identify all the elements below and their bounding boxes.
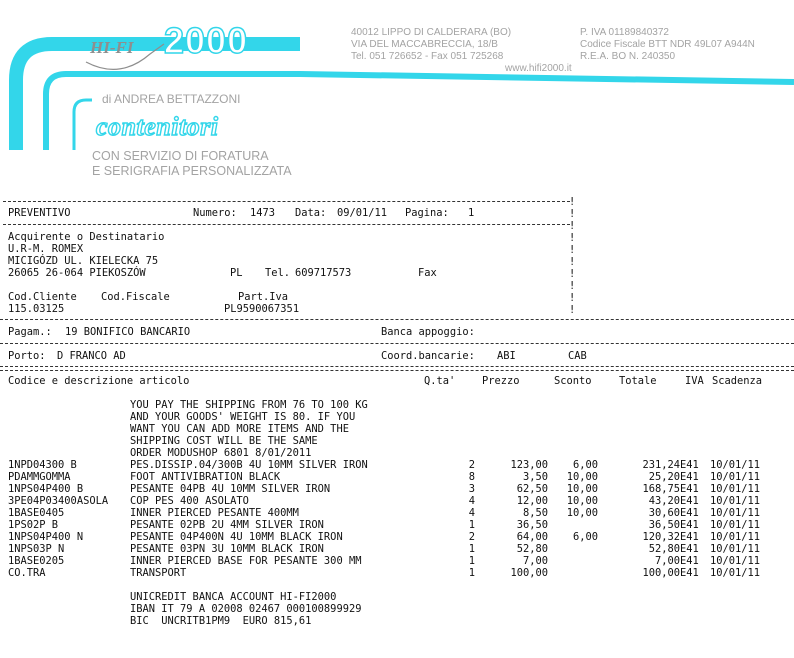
customer-name: U.R-M. ROMEX bbox=[8, 243, 84, 255]
cell-totale: 43,20 bbox=[648, 495, 680, 507]
header-sconto: Sconto bbox=[554, 375, 592, 387]
cell-desc: PESANTE 03PN 3U 10MM BLACK IRON bbox=[130, 543, 324, 555]
cell-totale: 7,00 bbox=[654, 555, 680, 567]
table-row bbox=[0, 555, 794, 567]
customer-country: PL bbox=[230, 267, 243, 279]
partiva-value: PL9590067351 bbox=[224, 303, 300, 315]
cell-desc: PESANTE 02PB 2U 4MM SILVER IRON bbox=[130, 519, 324, 531]
cell-qta: 8 bbox=[468, 471, 475, 483]
header-totale: Totale bbox=[619, 375, 657, 387]
cell-code: PDAMMGOMMA bbox=[8, 471, 71, 483]
header-iva: IVA bbox=[685, 375, 704, 387]
cell-scad: 10/01/11 bbox=[710, 543, 761, 555]
cell-iva: E41 bbox=[680, 495, 699, 507]
customer-city: 26065 26-064 PIEKOSZÓW bbox=[8, 267, 146, 279]
company-fiscal bbox=[580, 27, 755, 63]
table-row bbox=[0, 519, 794, 531]
cell-qta: 1 bbox=[468, 567, 475, 579]
logo-contenitori: contenitori bbox=[96, 112, 219, 141]
piva-line: P. IVA 01189840372 bbox=[580, 27, 669, 38]
cell-scad: 10/01/11 bbox=[710, 507, 761, 519]
data-value: 09/01/11 bbox=[337, 207, 388, 219]
cell-prezzo: 62,50 bbox=[516, 483, 548, 495]
cell-prezzo: 100,00 bbox=[510, 567, 548, 579]
header-prezzo: Prezzo bbox=[482, 375, 520, 387]
bank-line: IBAN IT 79 A 02008 02467 000100899929 bbox=[130, 603, 362, 615]
service-line-2: E SERIGRAFIA PERSONALIZZATA bbox=[92, 164, 292, 178]
cell-scad: 10/01/11 bbox=[710, 483, 761, 495]
cell-scad: 10/01/11 bbox=[710, 531, 761, 543]
cell-prezzo: 3,50 bbox=[522, 471, 548, 483]
services-block bbox=[92, 149, 292, 179]
porto-label: Porto: bbox=[8, 350, 46, 362]
bank-line: UNICREDIT BANCA ACCOUNT HI-FI2000 bbox=[130, 591, 337, 603]
cell-desc: FOOT ANTIVIBRATION BLACK bbox=[130, 471, 281, 483]
cell-sconto: 6,00 bbox=[572, 459, 598, 471]
cell-desc: COP PES 400 ASOLATO bbox=[130, 495, 249, 507]
tel-label: Tel. bbox=[265, 267, 291, 279]
cab-label: CAB bbox=[568, 350, 587, 362]
cell-desc: TRANSPORT bbox=[130, 567, 187, 579]
table-row bbox=[0, 531, 794, 543]
cell-iva: E41 bbox=[680, 531, 699, 543]
service-line-1: CON SERVIZIO DI FORATURA bbox=[92, 149, 269, 163]
banca-label: Banca appoggio: bbox=[381, 326, 475, 338]
cell-qta: 2 bbox=[468, 531, 475, 543]
customer-street: MICIGÓZD UL. KIELECKA 75 bbox=[8, 255, 159, 267]
cell-sconto: 10,00 bbox=[566, 471, 598, 483]
cell-code: CO.TRA bbox=[8, 567, 46, 579]
cell-prezzo: 8,50 bbox=[522, 507, 548, 519]
company-address bbox=[351, 27, 511, 63]
cell-scad: 10/01/11 bbox=[710, 555, 761, 567]
pagam-label: Pagam.: bbox=[8, 326, 52, 338]
tel-value: 609717573 bbox=[295, 267, 352, 279]
cell-scad: 10/01/11 bbox=[710, 519, 761, 531]
cell-prezzo: 7,00 bbox=[522, 555, 548, 567]
cf-line: Codice Fiscale BTT NDR 49L07 A944N bbox=[580, 39, 755, 50]
divider bbox=[3, 224, 570, 225]
cell-code: 3PE04P03400ASOLA bbox=[8, 495, 109, 507]
cell-qta: 1 bbox=[468, 555, 475, 567]
table-row bbox=[0, 567, 794, 579]
note-line: YOU PAY THE SHIPPING FROM 76 TO 100 KG bbox=[130, 399, 368, 411]
cell-code: 1NPS04P400 N bbox=[8, 531, 84, 543]
pagina-value: 1 bbox=[468, 207, 475, 219]
cell-desc: PES.DISSIP.04/300B 4U 10MM SILVER IRON bbox=[130, 459, 368, 471]
address-line-2: VIA DEL MACCABRECCIA, 18/B bbox=[351, 39, 498, 50]
cell-iva: E41 bbox=[680, 507, 699, 519]
cell-desc: INNER PIERCED PESANTE 400MM bbox=[130, 507, 299, 519]
cell-qta: 4 bbox=[468, 495, 475, 507]
logo-hifi: HI-FI bbox=[90, 38, 134, 57]
divider bbox=[3, 201, 570, 202]
note-line: ORDER MODUSHOP 6801 8/01/2011 bbox=[130, 447, 312, 459]
note-line: SHIPPING COST WILL BE THE SAME bbox=[130, 435, 318, 447]
data-label: Data: bbox=[295, 207, 327, 219]
cell-code: 1NPD04300 B bbox=[8, 459, 77, 471]
website: www.hifi2000.it bbox=[505, 63, 572, 74]
porto-value: D FRANCO AD bbox=[57, 350, 126, 362]
cell-iva: E41 bbox=[680, 519, 699, 531]
table-row bbox=[0, 483, 794, 495]
cell-prezzo: 64,00 bbox=[516, 531, 548, 543]
cell-iva: E41 bbox=[680, 543, 699, 555]
header-codice: Codice e descrizione articolo bbox=[8, 375, 190, 387]
cell-qta: 4 bbox=[468, 507, 475, 519]
cell-totale: 30,60 bbox=[648, 507, 680, 519]
cell-prezzo: 12,00 bbox=[516, 495, 548, 507]
cell-code: 1BASE0405 bbox=[8, 507, 65, 519]
cell-sconto: 10,00 bbox=[566, 483, 598, 495]
cell-iva: E41 bbox=[680, 459, 699, 471]
note-line: AND YOUR GOODS' WEIGHT IS 80. IF YOU bbox=[130, 411, 356, 423]
note-line: WANT YOU CAN ADD MORE ITEMS AND THE bbox=[130, 423, 349, 435]
cell-prezzo: 52,80 bbox=[516, 543, 548, 555]
cell-totale: 36,50 bbox=[648, 519, 680, 531]
rea-line: R.E.A. BO N. 240350 bbox=[580, 51, 676, 62]
table-row bbox=[0, 543, 794, 555]
codfiscale-label: Cod.Fiscale bbox=[101, 291, 170, 303]
cell-code: 1NPS04P400 B bbox=[8, 483, 84, 495]
cell-prezzo: 36,50 bbox=[516, 519, 548, 531]
cell-totale: 100,00 bbox=[642, 567, 680, 579]
cell-totale: 120,32 bbox=[642, 531, 680, 543]
header-scadenza: Scadenza bbox=[712, 375, 763, 387]
double-divider bbox=[0, 366, 794, 371]
address-line-1: 40012 LIPPO DI CALDERARA (BO) bbox=[351, 27, 512, 38]
cell-iva: E41 bbox=[680, 483, 699, 495]
order-note bbox=[130, 399, 368, 459]
cell-scad: 10/01/11 bbox=[710, 495, 761, 507]
cell-scad: 10/01/11 bbox=[710, 567, 761, 579]
cell-totale: 168,75 bbox=[642, 483, 680, 495]
cell-totale: 231,24 bbox=[642, 459, 680, 471]
phone-line: Tel. 051 726652 - Fax 051 725268 bbox=[351, 51, 504, 62]
cell-scad: 10/01/11 bbox=[710, 459, 761, 471]
codcliente-value: 115.03125 bbox=[8, 303, 65, 315]
cell-qta: 2 bbox=[468, 459, 475, 471]
cell-desc: PESANTE 04PB 4U 10MM SILVER IRON bbox=[130, 483, 331, 495]
doc-type: PREVENTIVO bbox=[8, 207, 71, 219]
cell-desc: PESANTE 04P400N 4U 10MM BLACK IRON bbox=[130, 531, 343, 543]
abi-label: ABI bbox=[497, 350, 516, 362]
cell-code: 1BASE0205 bbox=[8, 555, 65, 567]
bank-note bbox=[130, 591, 361, 627]
table-row bbox=[0, 495, 794, 507]
cell-scad: 10/01/11 bbox=[710, 471, 761, 483]
cell-sconto: 10,00 bbox=[566, 495, 598, 507]
box-right-border: ! ! ! ! ! ! ! ! ! ! bbox=[569, 196, 576, 316]
logo-2000: 2000 bbox=[164, 20, 249, 61]
cell-qta: 3 bbox=[468, 483, 475, 495]
table-row bbox=[0, 459, 794, 471]
divider bbox=[0, 343, 794, 344]
cell-qta: 1 bbox=[468, 519, 475, 531]
bank-line: BIC UNCRITB1PM9 EURO 815,61 bbox=[130, 615, 312, 627]
customer-heading: Acquirente o Destinatario bbox=[8, 231, 165, 243]
owner-name: di ANDREA BETTAZZONI bbox=[102, 92, 241, 106]
table-row bbox=[0, 507, 794, 519]
cell-sconto: 10,00 bbox=[566, 507, 598, 519]
cell-iva: E41 bbox=[680, 471, 699, 483]
cell-iva: E41 bbox=[680, 567, 699, 579]
coord-label: Coord.bancarie: bbox=[381, 350, 475, 362]
numero-label: Numero: bbox=[193, 207, 237, 219]
cell-code: 1NPS03P N bbox=[8, 543, 65, 555]
cell-qta: 1 bbox=[468, 543, 475, 555]
numero-value: 1473 bbox=[250, 207, 276, 219]
cell-code: 1PS02P B bbox=[8, 519, 59, 531]
header-qta: Q.ta' bbox=[424, 375, 456, 387]
cell-prezzo: 123,00 bbox=[510, 459, 548, 471]
cell-totale: 25,20 bbox=[648, 471, 680, 483]
cell-desc: INNER PIERCED BASE FOR PESANTE 300 MM bbox=[130, 555, 362, 567]
cell-sconto: 6,00 bbox=[572, 531, 598, 543]
partiva-label: Part.Iva bbox=[238, 291, 289, 303]
fax-label: Fax bbox=[418, 267, 437, 279]
pagam-value: 19 BONIFICO BANCARIO bbox=[65, 326, 191, 338]
cell-iva: E41 bbox=[680, 555, 699, 567]
codcliente-label: Cod.Cliente bbox=[8, 291, 77, 303]
cell-totale: 52,80 bbox=[648, 543, 680, 555]
divider bbox=[0, 319, 794, 320]
table-row bbox=[0, 471, 794, 483]
pagina-label: Pagina: bbox=[405, 207, 449, 219]
